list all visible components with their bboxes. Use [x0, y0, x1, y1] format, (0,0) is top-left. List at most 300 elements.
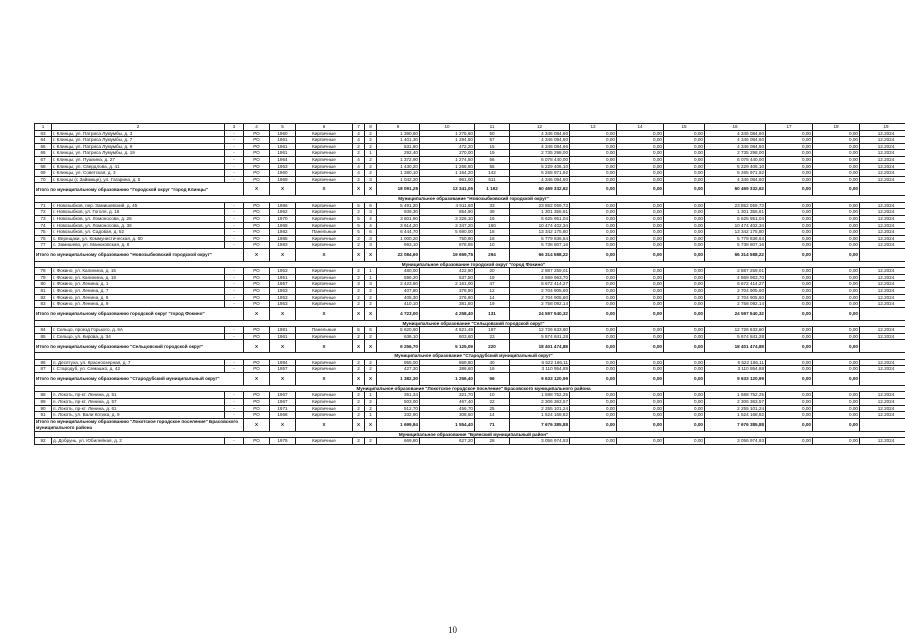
table-cell: 0,00 — [617, 398, 664, 405]
table-row — [35, 209, 905, 216]
total-cell: 22 084,60 — [377, 248, 420, 261]
table-cell: 1 294,60 — [420, 137, 475, 144]
table-cell: Кирпичные — [296, 359, 353, 366]
total-cell: 0,00 — [570, 248, 617, 261]
total-cell: 0,00 — [813, 307, 860, 320]
table-cell: 0,00 — [664, 438, 705, 445]
total-cell: 0,00 — [813, 340, 860, 353]
table-cell: 2 887 259,01 — [510, 268, 570, 275]
table-cell: 0,00 — [766, 359, 813, 366]
table-cell: 0,00 — [813, 235, 860, 242]
table-cell: Кирпичные — [296, 281, 353, 288]
table-cell: Кирпичные — [296, 137, 353, 144]
table-cell: - — [225, 398, 244, 405]
table-cell: - — [225, 150, 244, 157]
table-cell: 5 674 841,28 — [510, 333, 570, 340]
table-cell: РО — [244, 215, 270, 222]
table-cell: 2 — [365, 398, 377, 405]
table-row — [35, 288, 905, 295]
table-cell: 427,30 — [377, 366, 420, 373]
table-cell: 0,00 — [766, 143, 813, 150]
total-cell: 0,00 — [766, 418, 813, 431]
table-cell: 2 — [365, 170, 377, 177]
table-cell: 410,10 — [377, 301, 420, 308]
table-cell: 0,00 — [766, 438, 813, 445]
table-cell: 1 275,60 — [420, 130, 475, 137]
table-cell: 0,00 — [766, 235, 813, 242]
total-cell: 0,00 — [664, 340, 705, 353]
total-cell — [860, 307, 905, 320]
table-cell: 0,00 — [766, 333, 813, 340]
table-cell: 4 — [353, 163, 365, 170]
table-cell: 0,00 — [570, 170, 617, 177]
total-cell: X — [353, 183, 365, 196]
table-cell: РО — [244, 209, 270, 216]
total-cell: 131 — [475, 307, 510, 320]
table-cell: 12.2024 — [860, 156, 905, 163]
table-cell: 1962 — [270, 209, 296, 216]
address-cell: с. Замишево, ул. Манюковская, д. 8 — [52, 242, 225, 249]
table-cell: 0,00 — [813, 156, 860, 163]
column-header: 10 — [420, 124, 475, 131]
table-cell: 2 704 905,60 — [705, 288, 766, 295]
table-cell: 1 274,50 — [420, 156, 475, 163]
table-cell: 2 306 363,57 — [705, 398, 766, 405]
table-cell: 0,00 — [813, 163, 860, 170]
total-cell: X — [270, 307, 296, 320]
table-cell: 480,00 — [377, 268, 420, 275]
table-cell: РО — [244, 143, 270, 150]
table-cell: 2 — [353, 268, 365, 275]
table-cell: 3 056 974,93 — [510, 438, 570, 445]
table-cell: - — [225, 327, 244, 334]
table-cell: 77 — [35, 242, 52, 249]
total-cell: 0,00 — [617, 340, 664, 353]
total-cell: X — [270, 340, 296, 353]
table-cell: 67 — [35, 156, 52, 163]
table-cell: 0,00 — [664, 274, 705, 281]
table-cell: 381,50 — [420, 301, 475, 308]
total-cell — [860, 248, 905, 261]
municipality-title: Муниципальное образование "Новозыбковский городской округ" — [35, 196, 905, 203]
table-cell: 467,40 — [420, 398, 475, 405]
total-cell: 18 091,25 — [377, 183, 420, 196]
table-cell: 1 524 168,82 — [510, 412, 570, 419]
table-cell: 0,00 — [766, 274, 813, 281]
table-cell: 0,00 — [570, 392, 617, 399]
column-header: 4 — [244, 124, 270, 131]
table-cell: 0,00 — [617, 412, 664, 419]
table-cell: 12.2024 — [860, 398, 905, 405]
table-cell: 2 — [353, 150, 365, 157]
table-cell: 1 301 355,61 — [705, 209, 766, 216]
table-cell: - — [225, 229, 244, 236]
table-row — [35, 392, 905, 399]
table-cell: 5 779 836,64 — [705, 235, 766, 242]
table-cell: 0,00 — [766, 242, 813, 249]
table-cell: 472,20 — [420, 143, 475, 150]
table-cell: 0,00 — [664, 170, 705, 177]
table-cell: 0,00 — [664, 150, 705, 157]
table-cell: 0,00 — [766, 398, 813, 405]
table-cell: 1961 — [270, 143, 296, 150]
table-cell: 12.2024 — [860, 268, 905, 275]
table-cell: 1971 — [270, 405, 296, 412]
total-cell: 0,00 — [570, 183, 617, 196]
table-cell: 3 326,10 — [420, 215, 475, 222]
table-cell: 2 161,00 — [420, 281, 475, 288]
table-cell: 0,00 — [664, 281, 705, 288]
table-cell: 10 474 402,34 — [705, 222, 766, 229]
table-cell: 0,00 — [570, 242, 617, 249]
table-cell: 0,00 — [664, 333, 705, 340]
table-cell: 76 — [35, 235, 52, 242]
total-cell: 1 554,40 — [420, 418, 475, 431]
table-cell: 1 000,20 — [377, 235, 420, 242]
table-cell: 422,90 — [420, 268, 475, 275]
table-cell: 4 — [365, 222, 377, 229]
table-cell: - — [225, 301, 244, 308]
table-cell: 2 — [353, 405, 365, 412]
total-cell: X — [296, 418, 353, 431]
address-cell: г. Клинцы, ул. Патриса Лумумбы, д. 3 — [52, 130, 225, 137]
address-cell: г. Клинцы, ул. Патриса Лумумбы, д. 9 — [52, 143, 225, 150]
table-cell: 0,00 — [813, 222, 860, 229]
table-cell: 6 — [365, 327, 377, 334]
table-cell: 2 — [365, 405, 377, 412]
table-cell: 3 110 954,88 — [705, 366, 766, 373]
total-label: Итого по муниципальному образованию "Городской округ "город Клинцы" — [35, 183, 244, 196]
address-cell: г. Новозыбков, ул. Ломоносова, д. 36 — [52, 222, 225, 229]
table-cell: Кирпичные — [296, 235, 353, 242]
table-cell: РО — [244, 294, 270, 301]
table-cell: 160 — [475, 222, 510, 229]
total-cell: 0,00 — [664, 307, 705, 320]
table-cell: 14 — [475, 294, 510, 301]
table-cell: 0,00 — [617, 274, 664, 281]
table-cell: - — [225, 288, 244, 295]
total-cell: X — [270, 248, 296, 261]
table-cell: 0,00 — [813, 150, 860, 157]
table-cell: 74 — [35, 222, 52, 229]
table-cell: 0,00 — [664, 301, 705, 308]
table-cell: - — [225, 235, 244, 242]
municipality-title: Муниципальное образование городской округ "город Фокино" — [35, 261, 905, 268]
table-cell: РО — [244, 170, 270, 177]
table-cell: 1953 — [270, 268, 296, 275]
table-cell: 18 — [475, 235, 510, 242]
table-cell: 332,90 — [377, 412, 420, 419]
address-cell: г. Фокино, ул. Ленина, д. 7 — [52, 288, 225, 295]
table-cell: 0,00 — [664, 209, 705, 216]
table-cell: 0,00 — [813, 170, 860, 177]
table-cell: 603,60 — [420, 333, 475, 340]
table-cell: 0,00 — [617, 242, 664, 249]
table-cell: 0,00 — [617, 137, 664, 144]
total-cell: X — [244, 183, 270, 196]
table-cell: 0,00 — [766, 209, 813, 216]
address-cell: г. Фокино, ул. Ленина, д. 9 — [52, 301, 225, 308]
total-cell: 4 258,40 — [420, 307, 475, 320]
table-row — [35, 150, 905, 157]
table-cell: 0,00 — [813, 281, 860, 288]
table-row — [35, 412, 905, 419]
table-cell: 0,00 — [570, 366, 617, 373]
table-cell: 84 — [35, 327, 52, 334]
table-cell: 0,00 — [813, 398, 860, 405]
table-cell: 12.2024 — [860, 366, 905, 373]
address-cell: г. Фокино, ул. Калинина, д. 19 — [52, 274, 225, 281]
total-cell: X — [365, 418, 377, 431]
total-label: Итого по муниципальному образованию "Локотское городское поселение" Брасовского муниципального района — [35, 418, 244, 431]
total-cell: 24 597 540,32 — [510, 307, 570, 320]
table-cell: Кирпичные — [296, 215, 353, 222]
table-cell: 2 — [353, 398, 365, 405]
table-cell: Панельные — [296, 229, 353, 236]
table-cell: 5 229 406,10 — [705, 163, 766, 170]
table-cell: 12.2024 — [860, 170, 905, 177]
municipality-heading-row — [35, 431, 905, 438]
table-cell: 0,00 — [766, 130, 813, 137]
address-cell: г. Новозыбков, ул. Садовая, д. 52 — [52, 229, 225, 236]
total-cell: 0,00 — [664, 183, 705, 196]
table-cell: 0,00 — [813, 274, 860, 281]
table-cell: - — [225, 222, 244, 229]
table-cell: 1 372,90 — [377, 156, 420, 163]
table-cell: 4 — [353, 130, 365, 137]
table-cell: 1968 — [270, 412, 296, 419]
total-cell: 0,00 — [617, 183, 664, 196]
table-cell: 12.2024 — [860, 222, 905, 229]
table-row — [35, 333, 905, 340]
table-cell: 0,00 — [766, 281, 813, 288]
table-cell: 0,00 — [617, 359, 664, 366]
table-cell: 1 588 752,25 — [705, 392, 766, 399]
table-cell: 5 — [353, 327, 365, 334]
table-cell: 78 — [35, 268, 52, 275]
table-cell: 0,00 — [617, 301, 664, 308]
table-cell: 2 — [353, 209, 365, 216]
total-row — [35, 307, 905, 320]
table-cell: 20 — [475, 268, 510, 275]
total-cell: 0,00 — [813, 373, 860, 386]
table-cell: 0,00 — [766, 301, 813, 308]
table-cell: 0,00 — [664, 156, 705, 163]
total-cell: 60 469 332,62 — [705, 183, 766, 196]
table-cell: 4 346 084,60 — [705, 143, 766, 150]
table-cell: 2 704 905,60 — [705, 294, 766, 301]
table-cell: 503,00 — [377, 398, 420, 405]
table-cell: 0,00 — [813, 215, 860, 222]
table-cell: Кирпичные — [296, 268, 353, 275]
total-cell: X — [296, 373, 353, 386]
table-cell: 13 342 175,80 — [510, 229, 570, 236]
table-cell: 2 735 298,00 — [705, 150, 766, 157]
header-row — [35, 124, 905, 131]
table-cell: 512,70 — [377, 405, 420, 412]
column-header: 3 — [225, 124, 244, 131]
table-cell: 0,00 — [617, 405, 664, 412]
register-table — [34, 123, 905, 445]
table-cell: - — [225, 392, 244, 399]
table-cell: 2 — [365, 163, 377, 170]
total-cell: 7 676 385,88 — [510, 418, 570, 431]
table-cell: 0,00 — [570, 202, 617, 209]
table-cell: 0,00 — [570, 274, 617, 281]
table-cell: 0,00 — [664, 215, 705, 222]
address-cell: п. Десятуха, ул. Красноозерная, д. 7 — [52, 359, 225, 366]
table-cell: РО — [244, 222, 270, 229]
table-cell: 12.2024 — [860, 359, 905, 366]
total-cell: X — [296, 183, 353, 196]
table-cell: 0,00 — [617, 163, 664, 170]
table-cell: 0,00 — [617, 392, 664, 399]
table-row — [35, 130, 905, 137]
table-cell: РО — [244, 268, 270, 275]
total-cell: X — [296, 248, 353, 261]
total-cell: X — [296, 340, 353, 353]
address-cell: г. Клинцы (с Займище), ул. Гагарина, д. 5 — [52, 176, 225, 183]
address-cell: г. Сельцо, проезд Горького, д. 6А — [52, 327, 225, 334]
table-cell: 636,10 — [377, 333, 420, 340]
table-cell: 0,00 — [766, 150, 813, 157]
table-cell: 2 — [365, 294, 377, 301]
table-cell: Кирпичные — [296, 398, 353, 405]
table-cell: 2 — [353, 359, 365, 366]
table-cell: 12.2024 — [860, 405, 905, 412]
table-cell: 1981 — [270, 327, 296, 334]
table-cell: 12 726 633,60 — [510, 327, 570, 334]
table-cell: 6 078 440,00 — [705, 156, 766, 163]
table-cell: 2 887 259,01 — [705, 268, 766, 275]
table-cell: 0,00 — [813, 288, 860, 295]
table-cell: 0,00 — [617, 222, 664, 229]
table-cell: 0,00 — [813, 268, 860, 275]
table-cell: 12.2024 — [860, 130, 905, 137]
table-cell: 0,00 — [570, 130, 617, 137]
total-cell: 4 723,00 — [377, 307, 420, 320]
table-cell: 0,00 — [617, 130, 664, 137]
table-cell: 0,00 — [766, 176, 813, 183]
table-cell: 4 521,49 — [420, 327, 475, 334]
table-cell: 0,00 — [664, 137, 705, 144]
address-cell: п. Локоть, пр-кт. Ленина, д. 61 — [52, 405, 225, 412]
column-header: 12 — [510, 124, 570, 131]
table-cell: 0,00 — [813, 392, 860, 399]
table-cell: 10 — [475, 392, 510, 399]
table-cell: 2 — [353, 176, 365, 183]
table-cell: 65 — [35, 143, 52, 150]
table-cell: РО — [244, 176, 270, 183]
address-cell: г. Новозыбков, ул. Гоголя, д. 18 — [52, 209, 225, 216]
table-cell: 1986 — [270, 202, 296, 209]
table-cell: 531,80 — [377, 143, 420, 150]
total-cell — [860, 373, 905, 386]
table-cell: 1 380,10 — [377, 170, 420, 177]
table-row — [35, 156, 905, 163]
table-cell: 0,00 — [664, 242, 705, 249]
table-cell: Кирпичные — [296, 209, 353, 216]
table-cell: - — [225, 412, 244, 419]
table-cell: 12.2024 — [860, 143, 905, 150]
column-header: 7 — [353, 124, 365, 131]
total-cell: 5 125,09 — [420, 340, 475, 353]
table-cell: 12.2024 — [860, 294, 905, 301]
table-cell: РО — [244, 333, 270, 340]
total-cell — [860, 418, 905, 431]
total-cell: X — [270, 418, 296, 431]
table-cell: 456,70 — [420, 405, 475, 412]
address-cell: п. Локоть, пр-кт. Ленина, д. 51 — [52, 392, 225, 399]
table-cell: 2 — [353, 242, 365, 249]
table-cell: Кирпичные — [296, 412, 353, 419]
table-cell: 0,00 — [813, 130, 860, 137]
table-cell: 23 852 059,73 — [510, 202, 570, 209]
table-cell: 4 869 963,70 — [705, 274, 766, 281]
table-cell: 5 690,00 — [420, 229, 475, 236]
table-cell: РО — [244, 327, 270, 334]
table-row — [35, 235, 905, 242]
table-cell: 12.2024 — [860, 333, 905, 340]
table-cell: 3 056 974,93 — [705, 438, 766, 445]
table-cell: - — [225, 359, 244, 366]
table-cell: 3 — [353, 281, 365, 288]
total-cell: 1 382,30 — [377, 373, 420, 386]
table-cell: РО — [244, 359, 270, 366]
total-cell: X — [353, 373, 365, 386]
table-cell: 292,40 — [377, 150, 420, 157]
table-cell: 19 — [475, 274, 510, 281]
table-cell: 1 588 752,25 — [510, 392, 570, 399]
table-cell: 5 620,60 — [377, 327, 420, 334]
table-cell: 4 346 084,60 — [510, 130, 570, 137]
table-cell: - — [225, 163, 244, 170]
table-cell: 12 — [475, 288, 510, 295]
table-cell: 1963 — [270, 163, 296, 170]
table-cell: 2 — [353, 438, 365, 445]
table-cell: 1982 — [270, 229, 296, 236]
table-cell: 0,00 — [664, 163, 705, 170]
table-cell: - — [225, 202, 244, 209]
table-cell: 0,00 — [664, 130, 705, 137]
table-cell: 0,00 — [813, 359, 860, 366]
column-header: 6 — [296, 124, 353, 131]
table-cell: 40 — [475, 359, 510, 366]
table-cell: 1 — [365, 392, 377, 399]
total-cell: 9 633 120,99 — [510, 373, 570, 386]
table-cell: 4 — [353, 170, 365, 177]
table-cell: 0,00 — [664, 176, 705, 183]
table-cell: 3 — [365, 176, 377, 183]
table-cell: 0,00 — [766, 366, 813, 373]
table-cell: 0,00 — [766, 215, 813, 222]
table-cell: 407,80 — [377, 288, 420, 295]
municipality-title: Муниципальное образование "Сельцовский городской округ" — [35, 320, 905, 327]
table-cell: 2 — [353, 235, 365, 242]
table-row — [35, 398, 905, 405]
table-cell: 6 078 440,00 — [510, 156, 570, 163]
table-cell: 0,00 — [664, 235, 705, 242]
table-cell: 0,00 — [617, 235, 664, 242]
table-cell: 0,00 — [570, 137, 617, 144]
table-cell: 0,00 — [570, 215, 617, 222]
table-cell: 5 738 807,16 — [510, 242, 570, 249]
table-cell: 0,00 — [664, 143, 705, 150]
table-cell: 12.2024 — [860, 274, 905, 281]
table-cell: 270,00 — [420, 150, 475, 157]
table-cell: 0,00 — [570, 412, 617, 419]
table-cell: Кирпичные — [296, 438, 353, 445]
